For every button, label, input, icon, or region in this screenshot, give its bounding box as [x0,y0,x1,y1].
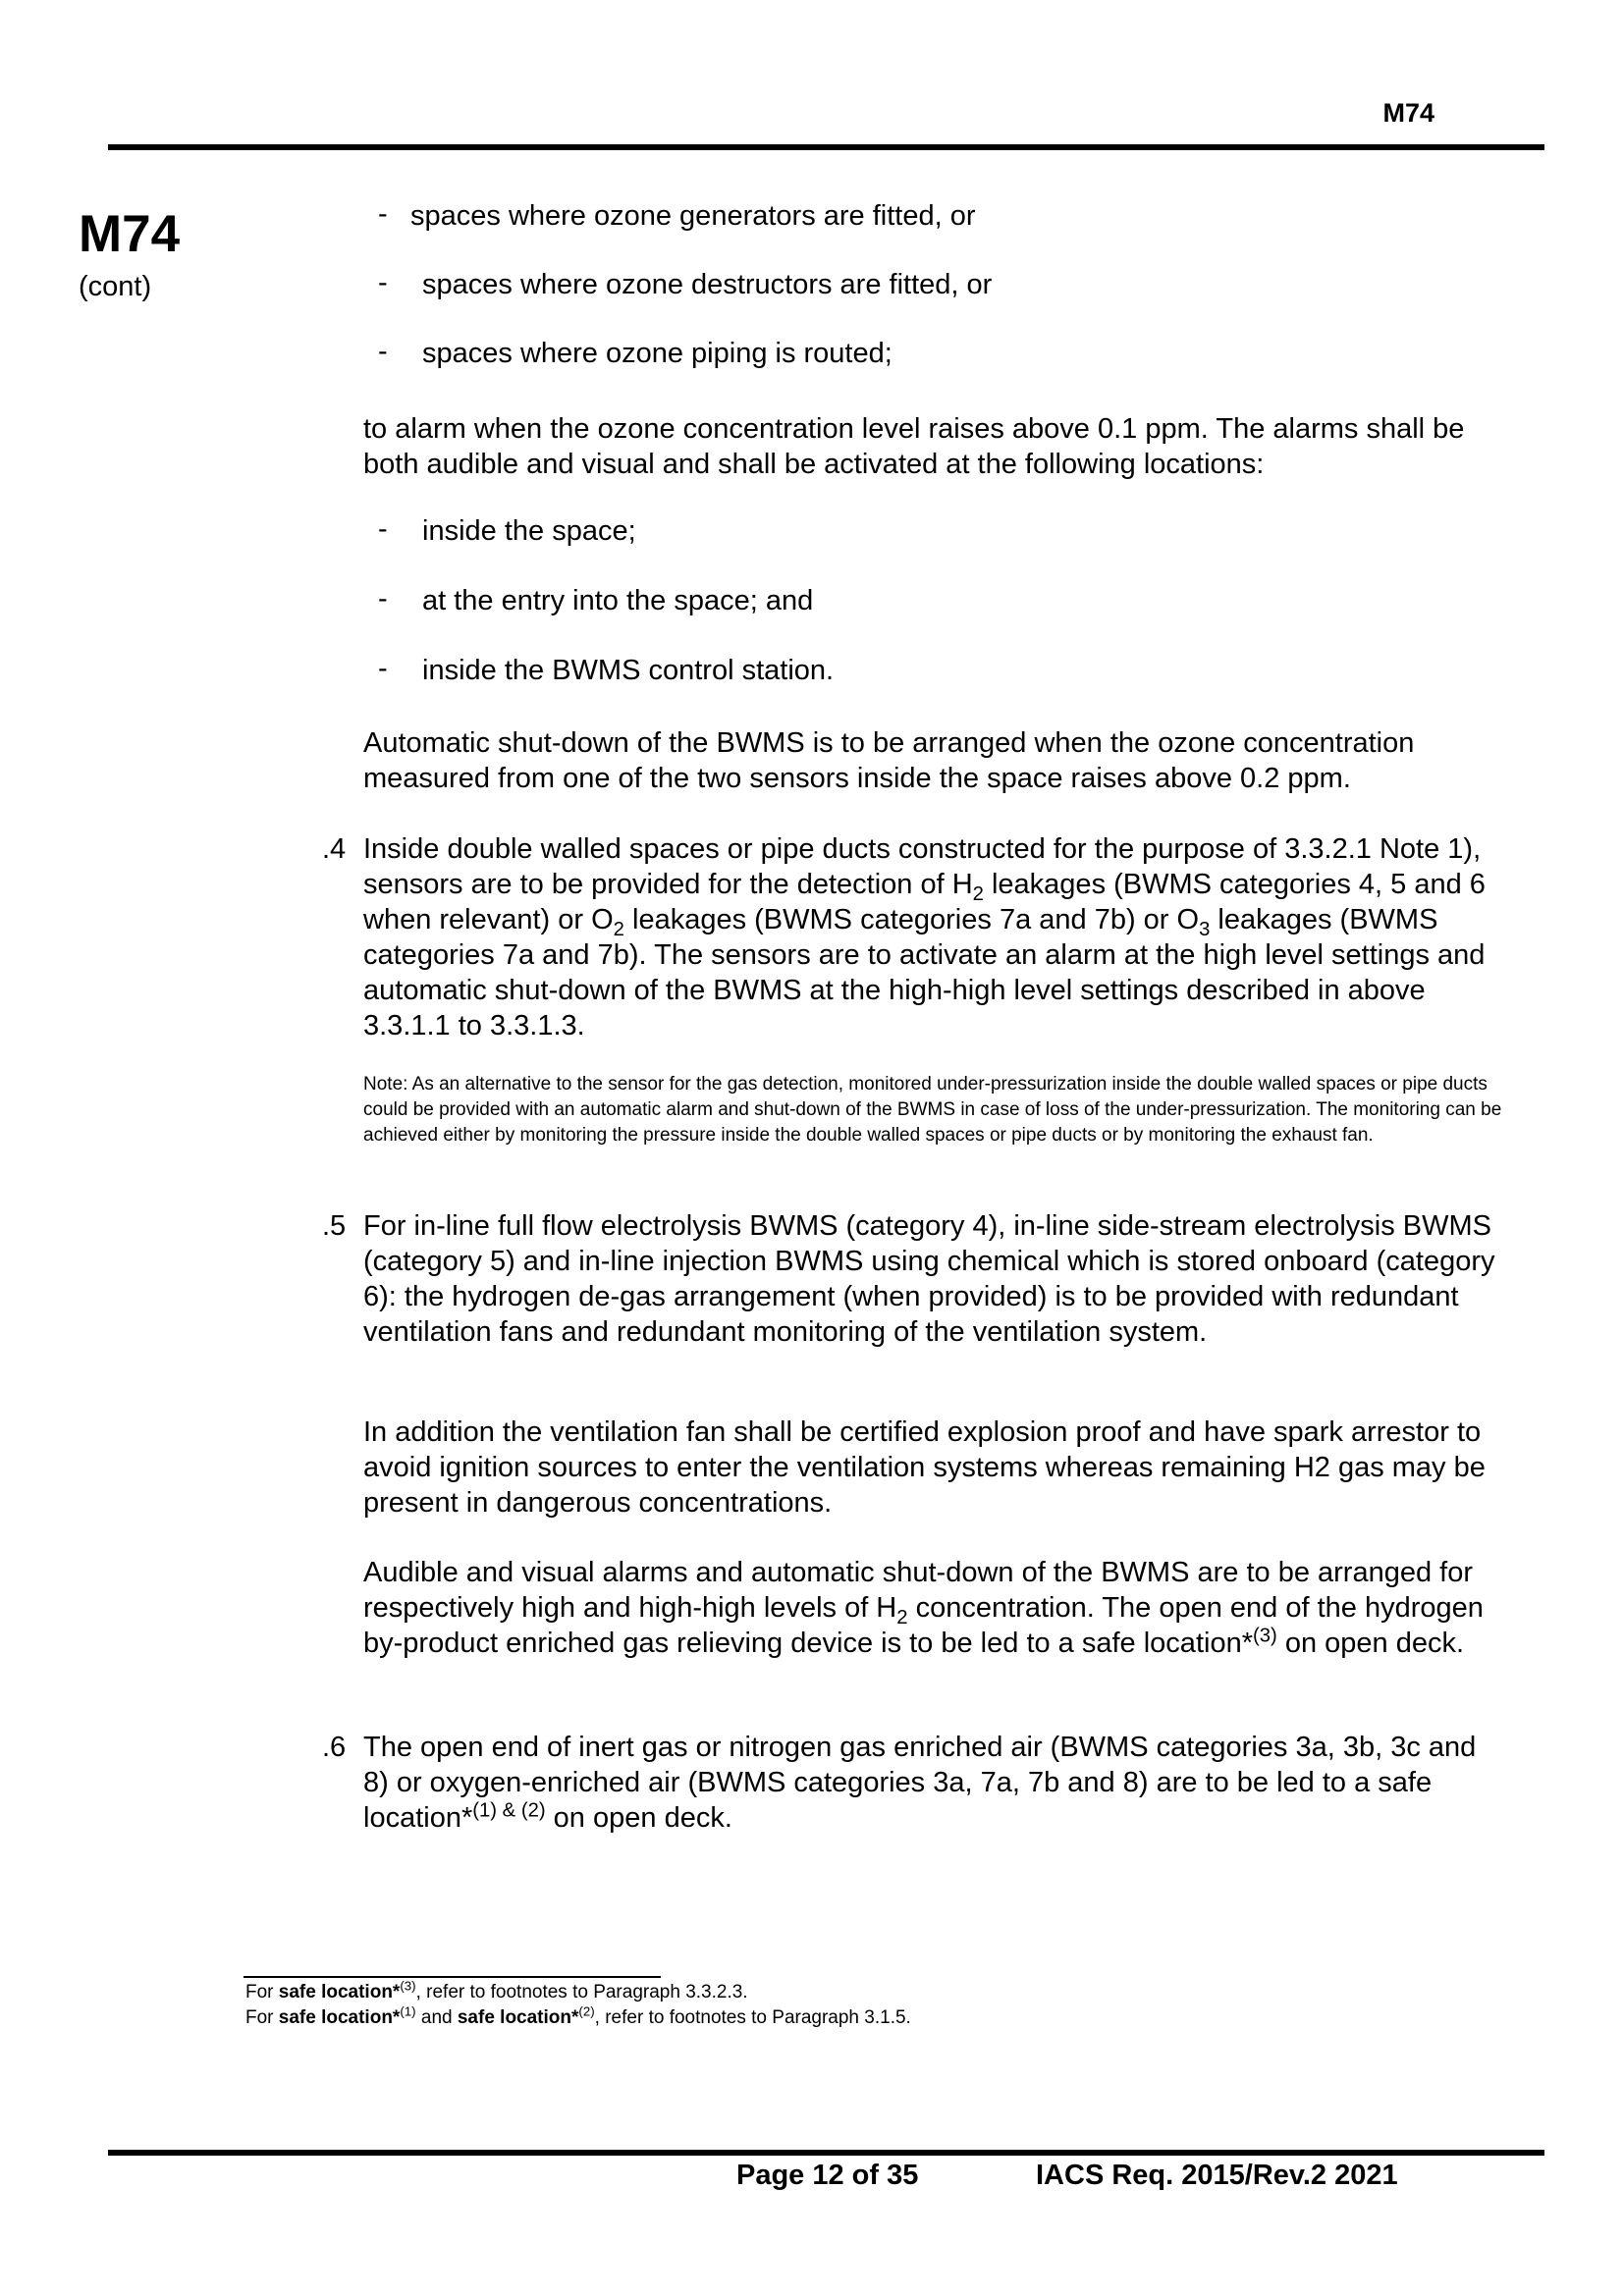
bullet-dash: - [378,583,388,614]
footnote-2: For safe location*$^{(1)}$ and safe location*$^{(2)}$, refer to footnotes to Paragraph 3.1.5. [245,2003,911,2028]
item-6-number: .6 [322,1732,347,1763]
footer-page-number: Page 12 of 35 [736,2160,919,2191]
sidebar-code: M74 [79,205,181,263]
list-item: spaces where ozone destructors are fitted, or [422,269,993,300]
list-item: at the entry into the space; and [422,585,814,616]
list-item: spaces where ozone generators are fitted, or [410,200,976,232]
item-5-para-1: For in-line full flow electrolysis BWMS (category 4), in-line side-stream electrolysis BWMS (category 5) and in-line injection BWMS using chemical which is stored onboard (category 6): the hydrogen de-gas arrangement (when provided) is to be provided with redundant ventilation fans and redundant monitoring of the ventilation system. [363,1210,1495,1348]
item-6-text: The open end of inert gas or nitrogen gas enriched air (BWMS categories 3a, 3b, 3c and 8) or oxygen-enriched air (BWMS categories 3a, 7a, 7b and 8) are to be led to a safe location*$^{(1) \& (2)}$ on open deck. [363,1732,1477,1834]
paragraph-alarm: to alarm when the ozone concentration level raises above 0.1 ppm. The alarms shall be both audible and visual and shall be activated at the following locations: [363,413,1465,480]
footer-rule [108,2150,1544,2156]
paragraph-shutdown: Automatic shut-down of the BWMS is to be arranged when the ozone concentration measured from one of the two sensors inside the space raises above 0.2 ppm. [363,727,1415,794]
bullet-dash: - [378,198,388,230]
footnote-1: For safe location*$^{(3)}$, refer to footnotes to Paragraph 3.3.2.3. [245,1978,748,2002]
bullet-dash: - [378,267,388,298]
sidebar-cont: (cont) [79,271,152,302]
item-5-number: .5 [322,1210,347,1242]
item-5-para-3: Audible and visual alarms and automatic shut-down of the BWMS are to be arranged for respectively high and high-high levels of $H_2$ concentration. The open end of the hydrogen by-product enriched gas relieving device is to be led to a safe location*$^{(3)}$ on open deck. [363,1557,1484,1659]
item-4-number: .4 [322,833,347,865]
note-text: Note: As an alternative to the sensor for the gas detection, monitored under-pressurization inside the double walled spaces or pipe ducts could be provided with an automatic alarm and shut-down of the BWMS in case of loss of the under-pressurization. The monitoring can be achieved either by monitoring the pressure inside the double walled spaces or pipe ducts or by monitoring the exhaust fan. [363,1074,1502,1146]
item-5-para-2: In addition the ventilation fan shall be certified explosion proof and have spark arrestor to avoid ignition sources to enter the ventilation systems whereas remaining H2 gas may be present in dangerous concentrations. [363,1416,1486,1519]
list-item: inside the space; [422,515,636,547]
list-item: inside the BWMS control station. [422,655,835,686]
item-4-text: Inside double walled spaces or pipe ducts constructed for the purpose of 3.3.2.1 Note 1), sensors are to be provided for the detection of $H_2$ leakages (BWMS categories 4, 5 and 6 when relevant) or $O_2$ leakages (BWMS categories 7a and 7b) or $O_3$ leakages (BWMS categories 7a and 7b). The sensors are to activate an alarm at the high level settings and automatic shut-down of the BWMS at the high-high level settings described in above 3.3.1.1 to 3.3.1.3. [363,833,1486,1041]
list-item: spaces where ozone piping is routed; [422,338,893,369]
header-code: M74 [1382,98,1434,128]
footnote-rule [243,1976,661,1978]
footer-document-ref: IACS Req. 2015/Rev.2 2021 [1036,2160,1398,2191]
bullet-dash: - [378,513,388,545]
bullet-dash: - [378,653,388,684]
header-rule [108,144,1544,150]
bullet-dash: - [378,336,388,367]
